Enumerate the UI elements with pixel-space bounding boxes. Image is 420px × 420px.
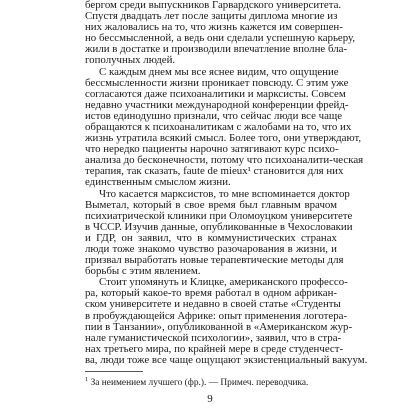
text-line: призвал выработать новые терапевтические методы для [85, 254, 344, 267]
text-line: истов единодушно признали, что сейчас люди все чаще [85, 109, 343, 122]
text-line: ра, который какое-то время работал в одном африкан- [85, 287, 337, 300]
text-line: недавно участники международной конференции фрейд- [85, 98, 349, 111]
text-line: жизнь утратила всякий смысл. Более того, они утверждают, [85, 132, 362, 145]
text-line: нах третьего мира, по крайней мере в среде студенчест- [85, 342, 344, 355]
text-line: что нередко пациенты нарочно затягивают курс психо- [85, 143, 339, 156]
text-line: гополучных людей. [85, 54, 176, 67]
text-line: терапия, так сказать, faute de mieux¹ становится для них [85, 165, 344, 178]
text-line: бессмысленности жизни проникает повсюду. С этим уже [85, 76, 349, 89]
text-line: но бессмысленной, а ведь они сделали успешную карьеру, [85, 32, 356, 45]
text-line: нале гуманистической психологии», заявил, что в стра- [85, 331, 342, 344]
footnote [85, 374, 337, 389]
text-line: бергом среди выпускников Гарвардского университета. [85, 0, 342, 11]
text-line: С каждым днем мы все яснее видим, что ощущение [99, 65, 339, 78]
text-line: согласаются даже психоаналитики и марксисты. Совсем [85, 87, 346, 100]
footnote-text: За неимением лучшего (фр.). — Примеч. переводчика. [88, 378, 309, 389]
text-line: них жаловались на то, что жизнь кажется им совершен- [85, 21, 343, 34]
text-line: люди тоже знакомо чувство разочарования в жизни, и [85, 243, 337, 255]
text-line: Спустя двадцать лет после защиты диплома многие из [85, 10, 338, 23]
text-line: и ГДР, он заявил, что в коммунистических странах [85, 231, 337, 244]
text-line: в ЧССР. Изучив данные, опубликованные в Чехословакии [85, 220, 353, 233]
text-line: обращаются к психоаналитикам с жалобами на то, что их [85, 121, 352, 133]
text-line: жили в достатке и производили впечатление вполне бла- [85, 43, 348, 56]
text-line: ва, люди тоже все чаще ощущают экзистенциальный вакуум. [85, 353, 368, 366]
footnote-separator [85, 371, 143, 372]
text-line: психиатрической клиники при Оломоуцком университете [85, 209, 353, 222]
page-number: 9 [207, 393, 213, 405]
text-line: Выметал, который в свое время был главным врачом [85, 198, 337, 211]
text-line: Стоит упомянуть и Клицке, американского профессо- [99, 276, 348, 289]
text-line: борьбы с этим явлением. [85, 265, 201, 278]
footnote-marker: 1 [85, 376, 89, 383]
text-line: в пробуждающейся Африке: опыт применения логотера- [85, 309, 348, 322]
text-line: пии в Танзании», опубликованной в «Американском жур- [85, 320, 353, 333]
text-line: Что касается марксистов, то мне вспоминается доктор [99, 187, 350, 200]
text-line: единственным смыслом жизни. [85, 176, 231, 189]
text-line: ском университете и недавно в своей статье «Студенты [85, 298, 341, 311]
text-line: анализа до бесконечности, потому что психоаналити-ческая [85, 154, 364, 167]
